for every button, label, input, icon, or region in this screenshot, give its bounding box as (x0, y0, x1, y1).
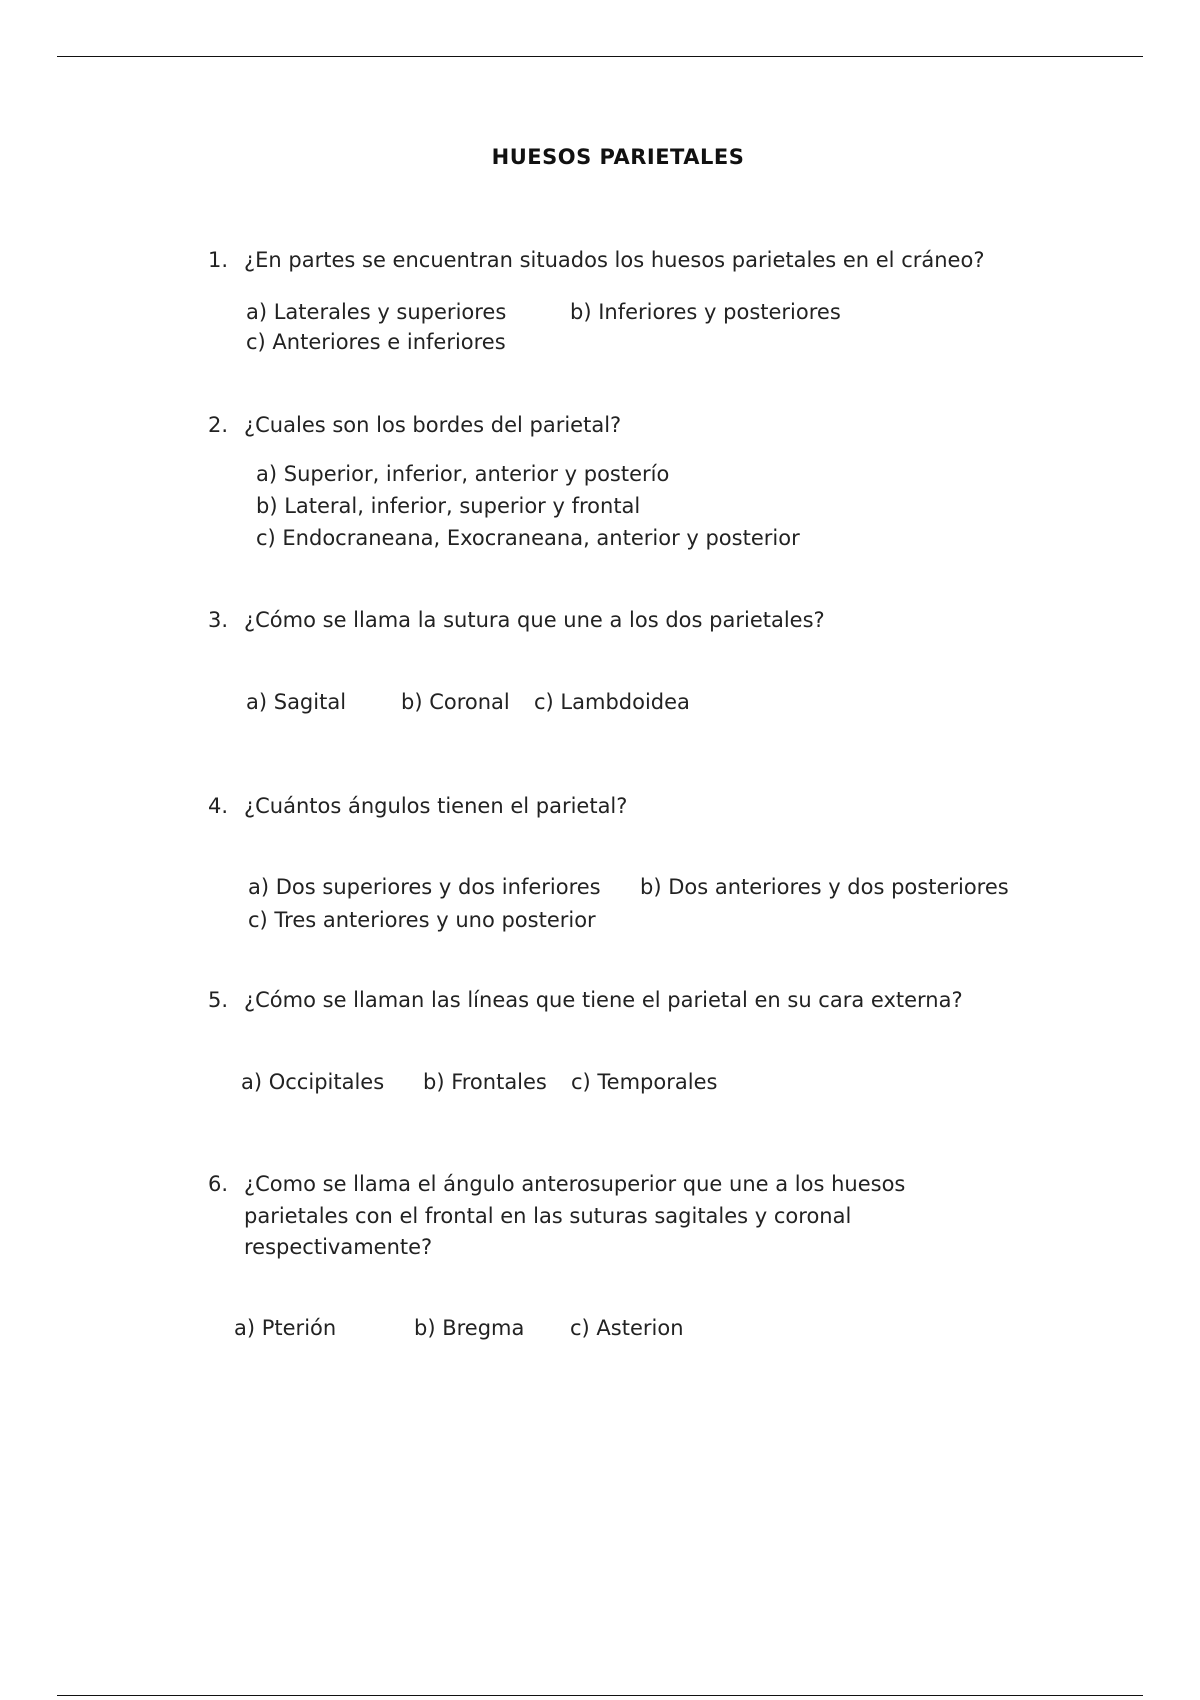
option-c: c) Anteriores e inferiores (246, 330, 506, 355)
option-a: a) Laterales y superiores (246, 300, 507, 324)
option-a: a) Dos superiores y dos inferiores (248, 875, 601, 899)
option-b: b) Inferiores y posteriores (570, 300, 841, 324)
question-number: 3. (208, 608, 229, 632)
page-title: HUESOS PARIETALES (491, 145, 745, 169)
question-2 (208, 410, 1068, 440)
question-number: 2. (208, 413, 229, 437)
question-number: 4. (208, 794, 229, 818)
option-a: a) Superior, inferior, anterior y posterío (256, 462, 670, 486)
question-text (244, 1169, 1068, 1264)
question-text-line: ¿Como se llama el ángulo anterosuperior que une a los huesos (244, 1172, 906, 1196)
top-rule (57, 56, 1143, 57)
question-3 (208, 605, 1068, 635)
option-a: a) Sagital (246, 690, 347, 714)
question-6 (208, 1169, 1068, 1264)
question-text-line: parietales con el frontal en las suturas sagitales y coronal (244, 1203, 852, 1228)
question-5 (208, 985, 1068, 1015)
options-2 (256, 459, 800, 555)
question-4 (208, 791, 1068, 821)
option-c: c) Lambdoidea (534, 690, 690, 714)
option-c: c) Tres anteriores y uno posterior (248, 907, 596, 932)
question-text: ¿Cuántos ángulos tienen el parietal? (244, 794, 628, 818)
option-b: b) Coronal (401, 690, 510, 714)
option-b: b) Frontales (423, 1070, 547, 1094)
options-4 (248, 871, 1009, 936)
option-a: a) Occipitales (241, 1070, 385, 1094)
question-text: ¿Cómo se llama la sutura que une a los dos parietales? (244, 608, 825, 632)
options-1 (246, 297, 841, 358)
bottom-rule (57, 1695, 1143, 1696)
question-text: ¿Cómo se llaman las líneas que tiene el parietal en su cara externa? (244, 988, 963, 1012)
question-number: 5. (208, 988, 229, 1012)
option-c: c) Endocraneana, Exocraneana, anterior y posterior (256, 525, 800, 550)
question-number: 6. (208, 1172, 229, 1196)
question-number: 1. (208, 248, 229, 272)
option-a: a) Pterión (234, 1316, 337, 1340)
options-3 (246, 687, 690, 717)
options-6 (234, 1313, 684, 1343)
question-1 (208, 245, 1068, 275)
question-text: ¿En partes se encuentran situados los huesos parietales en el cráneo? (244, 248, 985, 272)
question-text-line: respectivamente? (244, 1235, 433, 1259)
question-text: ¿Cuales son los bordes del parietal? (244, 413, 622, 437)
option-c: c) Temporales (571, 1070, 718, 1094)
option-c: c) Asterion (570, 1316, 684, 1340)
options-5 (241, 1067, 717, 1097)
option-b: b) Dos anteriores y dos posteriores (640, 875, 1009, 899)
option-b: b) Bregma (414, 1316, 525, 1340)
option-b: b) Lateral, inferior, superior y frontal (256, 493, 641, 518)
